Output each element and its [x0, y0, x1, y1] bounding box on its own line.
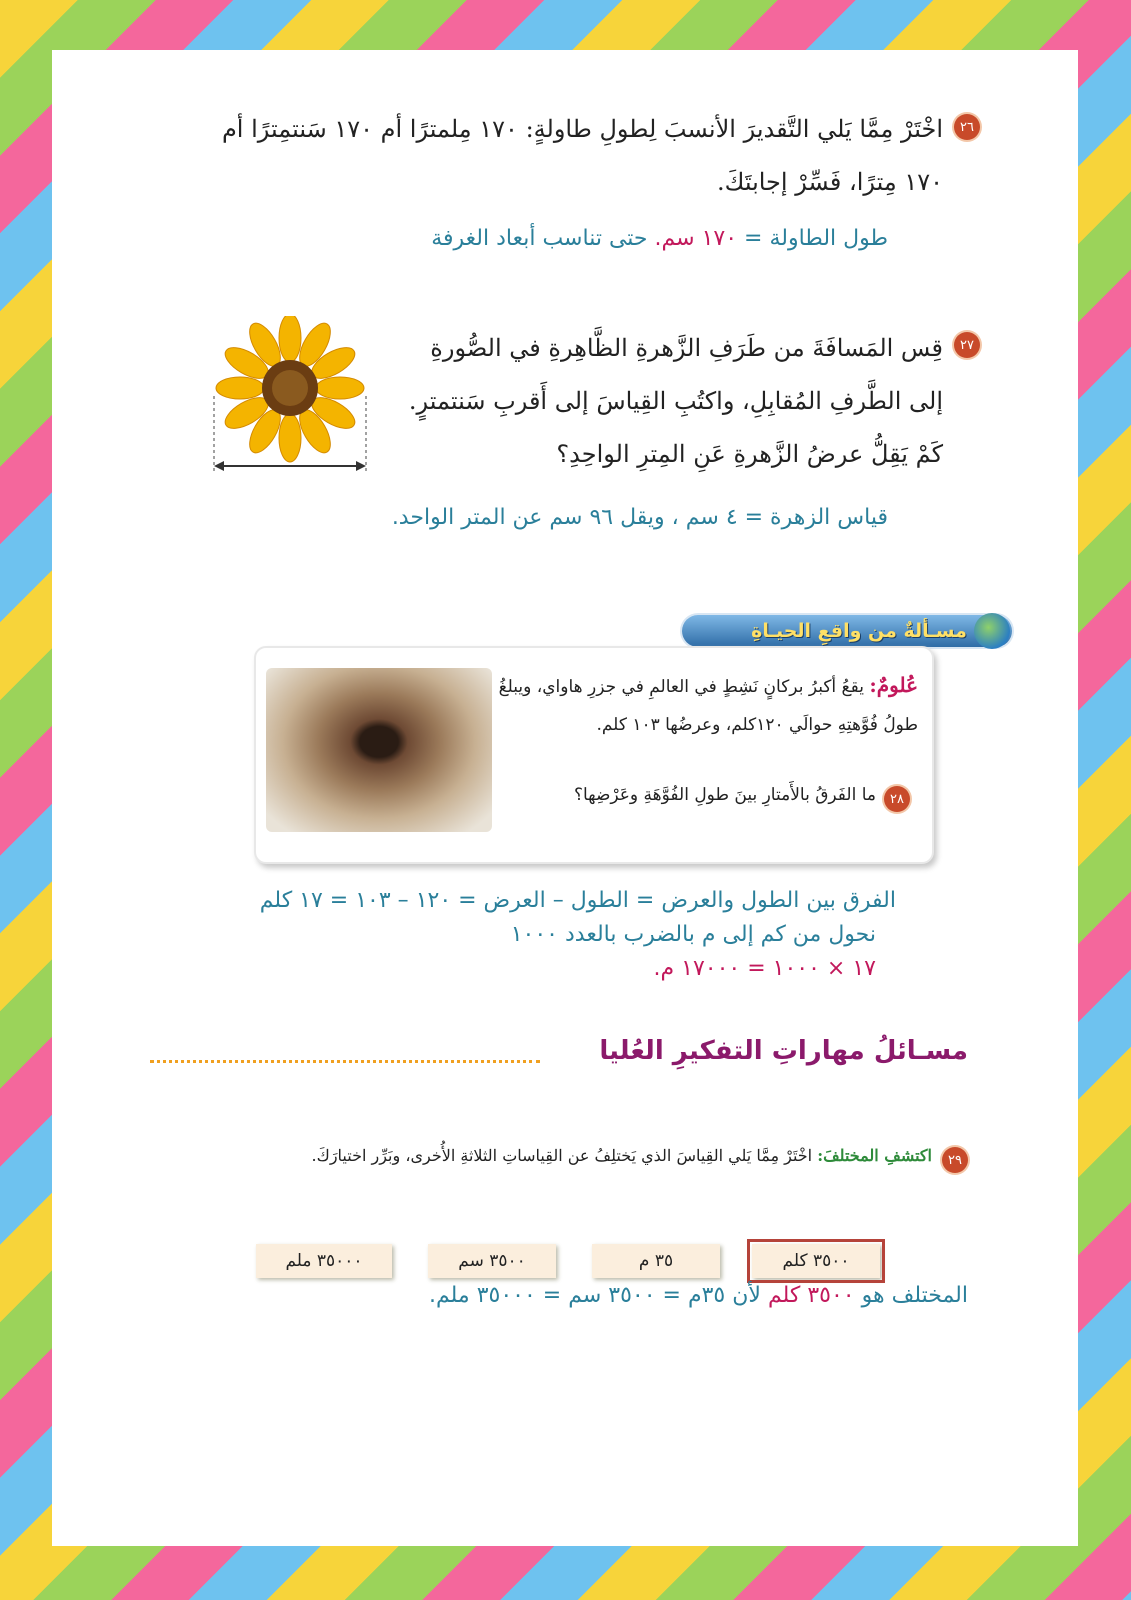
- question-26-line-1: اخْتَرْ مِمَّا يَلي التَّقديرَ الأنسبَ لِطولِ طاولةٍ: ١٧٠ مِلمترًا أم ١٧٠ سَنتمِترًا أم: [221, 115, 943, 143]
- question-27-answer: قياس الزهرة = ٤ سم ، ويقل ٩٦ سم عن المتر الواحد.: [391, 505, 888, 530]
- question-number-27: ٢٧: [954, 332, 980, 358]
- option-35-m[interactable]: ٣٥ م: [592, 1244, 720, 1278]
- subject-label: عُلومٌ:: [869, 673, 918, 697]
- option-3500-km[interactable]: ٣٥٠٠ كلم: [752, 1244, 880, 1278]
- real-life-banner: [682, 615, 1012, 647]
- answer-29-value: ٣٥٠٠ كلم: [767, 1283, 855, 1308]
- sunflower-image: [210, 316, 370, 476]
- real-life-text: [498, 666, 918, 744]
- question-number-26: ٢٦: [954, 114, 980, 140]
- question-28-text: ما الفَرقُ بالأَمتارِ بينَ طولِ الفُوَّهَةِ وعَرْضِها؟: [573, 785, 876, 805]
- title-dotted-line: [150, 1060, 540, 1063]
- answer-26-part-a: طول الطاولة =: [737, 226, 888, 251]
- question-number-28: ٢٨: [884, 786, 910, 812]
- question-26-answer: [431, 226, 888, 251]
- question-28-answer-line-1: الفرق بين الطول والعرض = الطول – العرض = ١٢٠ – ١٠٣ = ١٧ كلم: [259, 888, 896, 913]
- globe-icon: [974, 613, 1010, 649]
- answer-29-part-c: لأن ٣٥م = ٣٥٠٠ سم = ٣٥٠٠٠ ملم.: [428, 1283, 768, 1308]
- question-29-text: [312, 1146, 932, 1165]
- real-life-line-2: طولُ فُوَّهتِهِ حوالَي ١٢٠كلم، وعرضُها ١٠٣ كلم.: [596, 715, 918, 735]
- question-number-29: ٢٩: [942, 1147, 968, 1173]
- question-28-answer-line-2: نحول من كم إلى م بالضرب بالعدد ١٠٠٠: [510, 922, 876, 947]
- higher-order-title-text: مسـائلُ مهاراتِ التفكيرِ العُليا: [599, 1036, 968, 1066]
- option-3500-cm[interactable]: ٣٥٠٠ سم: [428, 1244, 556, 1278]
- question-29-label: اكتشفِ المختلفَ:: [817, 1146, 932, 1165]
- question-27-line-2: إلى الطَّرفِ المُقابِلِ، واكتُبِ القِياسَ إلى أَقربِ سَنتمترٍ.: [408, 387, 943, 415]
- higher-order-title: [599, 1036, 968, 1066]
- real-life-card: [254, 646, 934, 864]
- answer-26-value: ١٧٠ سم.: [654, 226, 738, 251]
- option-35000-mm[interactable]: ٣٥٠٠٠ ملم: [256, 1244, 392, 1278]
- worksheet-page: [52, 50, 1078, 1546]
- question-28-answer-line-3: ١٧ × ١٠٠٠ = ١٧٠٠٠ م.: [653, 956, 876, 981]
- question-29-answer: [429, 1283, 968, 1308]
- real-life-banner-title: مسـألةٌ من واقعِ الحيـاةِ: [751, 620, 967, 642]
- question-27-line-1: قِس المَسافَةَ من طَرَفِ الزَّهرةِ الظَّاهِرةِ في الصُّورةِ: [430, 334, 943, 362]
- real-life-line-1: يقعُ أكبرُ بركانٍ نَشِطٍ في العالمِ في جزرِ هاواي، ويبلغُ: [498, 677, 870, 697]
- question-26-line-2: ١٧٠ مِترًا، فَسِّرْ إجابتَكَ.: [716, 168, 943, 196]
- question-29-body: اخْتَرْ مِمَّا يَلي القِياسَ الذي يَختلِفُ عن القِياساتِ الثلاثةِ الأُخرى، وبَرِّر اختيارَكَ.: [311, 1146, 818, 1165]
- answer-29-part-a: المختلف هو: [854, 1283, 968, 1308]
- volcano-image: [266, 668, 492, 832]
- question-27-line-3: كَمْ يَقِلُّ عرضُ الزَّهرةِ عَنِ المِترِ الواحِدِ؟: [556, 440, 943, 468]
- answer-26-part-c: حتى تناسب أبعاد الغرفة: [431, 226, 655, 251]
